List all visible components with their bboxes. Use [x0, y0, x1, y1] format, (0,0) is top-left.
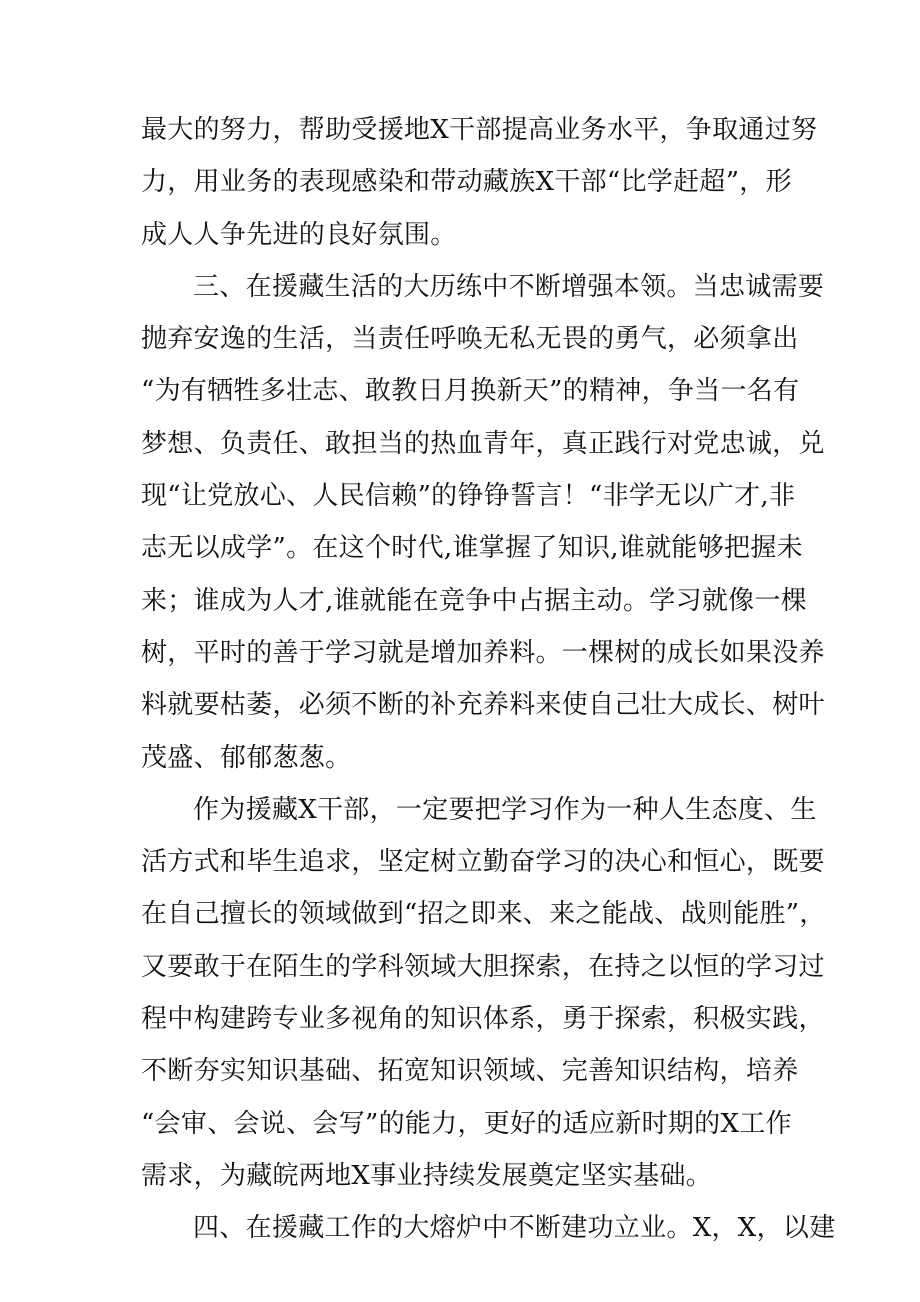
- paragraph-start-line: 作为援藏X干部，一定要把学习作为一种人生态度、生: [193, 794, 817, 825]
- text-line: 最大的努力，帮助受援地X干部提高业务水平，争取通过努: [141, 115, 818, 145]
- text-line: 抛弃安逸的生活，当责任呼唤无私无畏的勇气，必须拿出: [141, 324, 799, 355]
- text-line: “为有牺牲多壮志、敢教日月换新天”的精神，争当一名有: [141, 376, 800, 407]
- text-line: 不断夯实知识基础、拓宽知识领域、完善知识结构，培养: [141, 1056, 799, 1087]
- section-heading-line: 三、在援藏生活的大历练中不断增强本领。当忠诚需要: [193, 271, 825, 302]
- text-line: 力，用业务的表现感染和带动藏族X干部“比学赶超”，形: [141, 167, 792, 198]
- text-line: 茂盛、郁郁葱葱。: [141, 742, 352, 773]
- document-body: [141, 104, 836, 1255]
- text-line: 树，平时的善于学习就是增加养料。一棵树的成长如果没养: [141, 637, 825, 668]
- text-line: 成人人争先进的良好氛围。: [141, 219, 457, 250]
- text-line: 梦想、负责任、敢担当的热血青年，真正践行对党忠诚，兑: [141, 428, 825, 459]
- section-heading-line: 四、在援藏工作的大熔炉中不断建功立业。X，X，以建: [193, 1213, 836, 1244]
- text-line: 需求，为藏皖两地X事业持续发展奠定坚实基础。: [141, 1160, 713, 1191]
- text-line: 活方式和毕生追求，坚定树立勤奋学习的决心和恒心，既要: [141, 847, 825, 878]
- text-line: 现“让党放心、人民信赖”的铮铮誓言！“非学无以广才,非: [141, 481, 796, 512]
- text-line: 在自己擅长的领域做到“招之即来、来之能战、战则能胜”，: [141, 899, 826, 930]
- text-line: 料就要枯萎，必须不断的补充养料来使自己壮大成长、树叶: [141, 690, 825, 721]
- text-line: 志无以成学”。在这个时代,谁掌握了知识,谁就能够把握未: [141, 533, 803, 564]
- text-line: “会审、会说、会写”的能力，更好的适应新时期的X工作: [141, 1108, 792, 1139]
- text-line: 程中构建跨专业多视角的知识体系，勇于探索，积极实践，: [141, 1004, 825, 1035]
- text-line: 又要敢于在陌生的学科领域大胆探索，在持之以恒的学习过: [141, 951, 825, 982]
- text-line: 来；谁成为人才,谁就能在竞争中占据主动。学习就像一棵: [141, 585, 808, 616]
